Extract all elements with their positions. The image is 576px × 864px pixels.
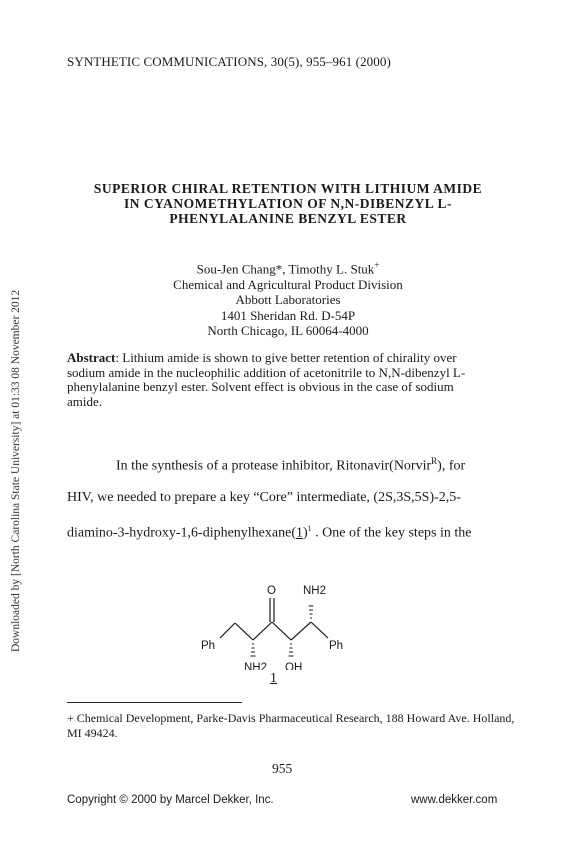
abstract-text: : Lithium amide is shown to give better retention of chirality over [115,350,457,365]
hashed-wedge [289,644,294,656]
affiliation-line: 1401 Sheridan Rd. D-54P [220,307,356,323]
publisher-url: www.dekker.com [411,794,498,806]
download-watermark: Downloaded by [North Carolina State University] at 01:33 08 November 2012 [10,289,22,652]
body-text-span: . One of the key steps in the [311,525,472,541]
copyright-notice: Copyright © 2000 by Marcel Dekker, Inc. [67,794,274,806]
affiliation-line: Abbott Laboratories [235,292,341,308]
affiliation-line: Chemical and Agricultural Product Division [173,276,403,292]
abstract [67,351,517,409]
title-line: SUPERIOR CHIRAL RETENTION WITH LITHIUM AMIDE [93,181,483,196]
body-line: HIV, we needed to prepare a key “Core” intermediate, (2S,3S,5S)-2,5- [67,490,461,505]
affiliation-line: North Chicago, IL 60064-4000 [207,323,369,339]
body-text-span: In the synthesis of a protease inhibitor, Ritonavir(Norvir [116,458,432,474]
abstract-line: sodium amide in the nucleophilic addition of acetonitrile to N,N-dibenzyl L- [67,364,466,380]
phenyl-right-label: Ph [329,640,344,652]
title-line: PHENYLALANINE BENZYL ESTER [169,211,407,226]
page-number: 955 [272,761,293,776]
author-names-text: Sou-Jen Chang*, Timothy L. Stuk [196,261,375,277]
abstract-line: phenylalanine benzyl ester. Solvent effect is obvious in the case of sodium [67,379,454,394]
hashed-wedge [251,644,256,656]
author-names [60,258,516,277]
bond [253,622,272,640]
bond [235,623,253,640]
body-line [116,456,465,475]
phenyl-left-label: Ph [201,640,216,652]
bond [291,622,311,640]
compound-number: 1 [270,671,277,686]
hashed-wedge [309,606,314,618]
body-text-span: ) [303,525,308,541]
abstract-label: Abstract [67,350,116,365]
oxygen-label: O [267,585,276,597]
body-text-span: ), for [437,458,466,474]
footnote: + Chemical Development, Parke-Davis Pharmaceutical Research, 188 Howard Ave. Holland, MI 49424. [67,711,515,740]
reference-mark: 1 [307,524,312,533]
abstract-line: amide. [67,393,103,409]
bond [311,622,328,638]
registered-mark: R [431,456,438,466]
title-line: IN CYANOMETHYLATION OF N,N-DIBENZYL L- [124,196,452,211]
amine-top-label: NH2 [303,585,327,597]
journal-header: SYNTHETIC COMMUNICATIONS, 30(5), 955–961 (2000) [67,54,391,69]
abstract-first-line [67,351,517,366]
bond [272,622,291,640]
footnote-divider [67,702,242,703]
author-block [60,258,516,339]
chemical-structure [195,538,385,670]
body-text-span: diamino-3-hydroxy-1,6-diphenylhexane( [67,525,296,541]
bond [220,623,235,638]
hydroxyl-label: OH [285,662,303,670]
author-mark: + [374,260,380,270]
article-title [60,181,516,226]
compound-ref: 1 [296,525,303,541]
amine-bottom-label: NH2 [244,662,268,670]
